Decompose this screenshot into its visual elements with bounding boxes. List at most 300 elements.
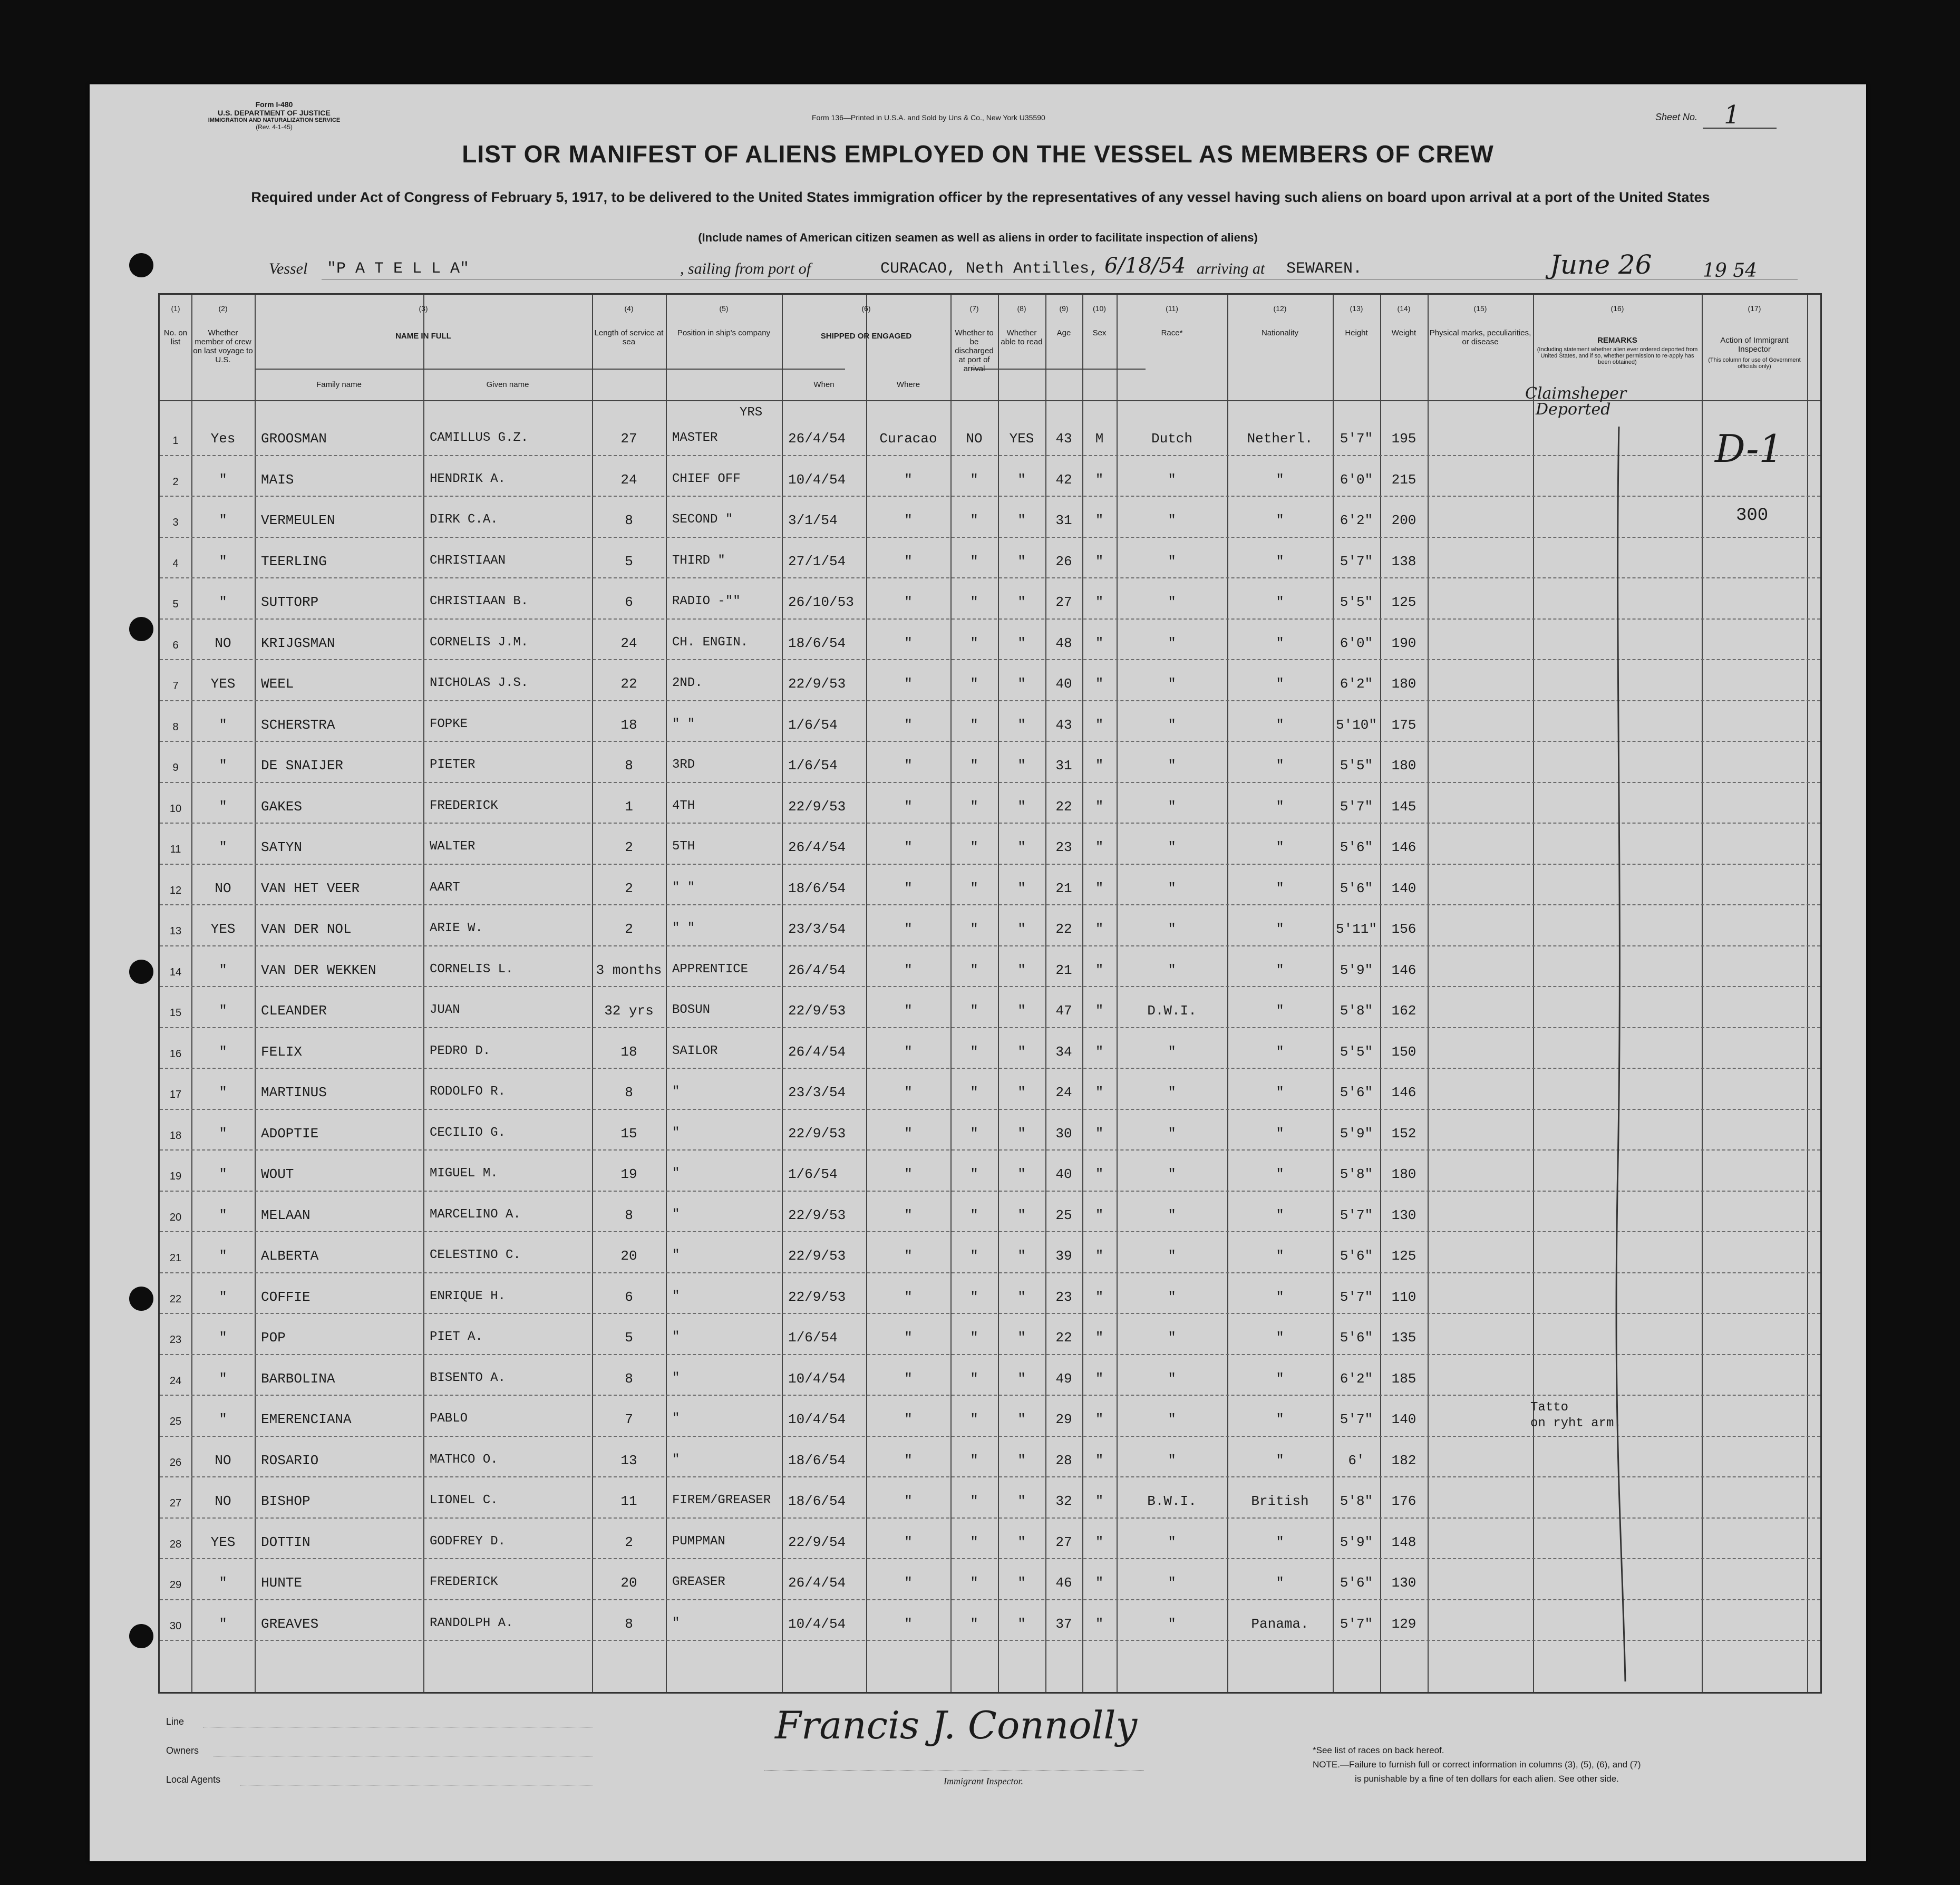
form-header-block — [195, 100, 353, 131]
cell-position: SECOND " — [672, 513, 733, 527]
cell-family: VAN HET VEER — [261, 880, 360, 896]
cell-service: 18 — [620, 1043, 637, 1060]
cell-when: 1/6/54 — [788, 1166, 838, 1182]
vessel-label: Vessel — [269, 260, 308, 277]
punch-hole — [129, 617, 153, 641]
cell-service: 11 — [620, 1493, 637, 1509]
page-note: (Include names of American citizen seamen as well as aliens in order to facilitate inspection of aliens) — [698, 231, 1258, 244]
cell-read: " — [1017, 839, 1026, 855]
cell-race: " — [1168, 1248, 1176, 1264]
cell-nat: " — [1276, 1043, 1284, 1060]
agents-label: Local Agents — [166, 1774, 221, 1785]
cell-when: 22/9/53 — [788, 798, 846, 815]
cell-where: " — [904, 1003, 913, 1019]
cell-where: " — [904, 717, 913, 733]
cell-given: DIRK C.A. — [430, 513, 498, 527]
cell-position: " — [672, 1166, 680, 1181]
cell-read: " — [1017, 962, 1026, 978]
cell-no: 20 — [169, 1211, 182, 1223]
cell-weight: 180 — [1391, 676, 1416, 692]
column-divider — [592, 295, 593, 1692]
cell-family: SCHERSTRA — [261, 717, 335, 733]
column-number: (17) — [1748, 304, 1761, 313]
remarks-pencil-line — [1609, 427, 1631, 1692]
cell-family: BISHOP — [261, 1493, 311, 1509]
cell-no: 8 — [172, 721, 179, 733]
cell-when: 22/9/53 — [788, 1003, 846, 1019]
cell-height: 6'2" — [1340, 1370, 1373, 1387]
cell-no: 22 — [169, 1293, 182, 1305]
cell-last: " — [219, 1207, 227, 1223]
cell-read: " — [1017, 1125, 1026, 1142]
cell-disch: " — [970, 880, 978, 896]
row-rule — [160, 577, 1820, 578]
cell-age: 28 — [1055, 1452, 1072, 1468]
cell-race: " — [1168, 594, 1176, 610]
cell-service: 5 — [625, 553, 633, 569]
row-rule — [160, 618, 1820, 620]
cell-disch: " — [970, 717, 978, 733]
cell-family: KRIJGSMAN — [261, 635, 335, 651]
cell-race: " — [1168, 1043, 1176, 1060]
cell-family: VAN DER NOL — [261, 921, 352, 937]
cell-race: " — [1168, 471, 1176, 488]
cell-last: NO — [215, 635, 231, 651]
cell-service: 8 — [625, 513, 633, 528]
cell-height: 5'7" — [1340, 1616, 1373, 1632]
cell-when: 18/6/54 — [788, 635, 846, 651]
cell-height: 5'6" — [1340, 1575, 1373, 1591]
cell-nat: " — [1276, 758, 1284, 774]
cell-service: 2 — [625, 839, 633, 855]
cell-given: MIGUEL M. — [430, 1166, 498, 1181]
inspector-action-3: 300 — [1736, 506, 1769, 526]
cell-sex: " — [1095, 1616, 1104, 1632]
cell-weight: 135 — [1391, 1330, 1416, 1346]
cell-last: YES — [210, 921, 236, 937]
port-to: SEWAREN. — [1286, 260, 1363, 278]
cell-given: CHRISTIAAN B. — [430, 594, 529, 608]
crew-table — [158, 293, 1822, 1694]
cell-sex: " — [1095, 1003, 1104, 1019]
column-divider — [666, 295, 667, 1692]
cell-height: 5'7" — [1340, 1412, 1373, 1427]
cell-sex: " — [1095, 1534, 1104, 1550]
row-rule — [160, 1149, 1820, 1151]
cell-race: " — [1168, 1452, 1176, 1468]
sub-header-c6b: Where — [896, 380, 920, 389]
cell-age: 29 — [1055, 1412, 1072, 1427]
cell-sex: " — [1095, 921, 1104, 937]
cell-position: " — [672, 1085, 680, 1099]
row-rule — [160, 1599, 1820, 1600]
cell-position: " — [672, 1452, 680, 1467]
fine-note-1: NOTE.—Failure to furnish full or correct information in columns (3), (5), (6), and (7) — [1313, 1760, 1641, 1770]
cell-when: 22/9/53 — [788, 1207, 846, 1223]
page-subtitle: Required under Act of Congress of February 5, 1917, to be delivered to the United States immigration officer by the representatives of any vessel having such aliens on board upon arrival at a port of the United States — [251, 189, 1710, 205]
cell-last: " — [219, 1289, 227, 1305]
cell-sex: " — [1095, 962, 1104, 978]
cell-read: " — [1017, 1003, 1026, 1019]
cell-read: " — [1017, 1248, 1026, 1264]
cell-sex: " — [1095, 676, 1104, 692]
column-number: (16) — [1610, 304, 1624, 313]
sheet-label: Sheet No. — [1655, 112, 1698, 122]
row-rule — [160, 1272, 1820, 1273]
cell-disch: " — [970, 1003, 978, 1019]
cell-disch: " — [970, 594, 978, 610]
cell-where: " — [904, 1085, 913, 1100]
cell-service: 8 — [625, 1085, 633, 1100]
cell-age: 37 — [1055, 1616, 1072, 1632]
tattoo-note-1: Tatto — [1530, 1400, 1569, 1415]
cell-height: 5'7" — [1340, 798, 1373, 815]
cell-last: " — [219, 1412, 227, 1427]
cell-service: 24 — [620, 471, 637, 488]
cell-where: Curacao — [879, 431, 937, 447]
cell-last: NO — [215, 880, 231, 896]
cell-nat: Panama. — [1251, 1616, 1309, 1632]
cell-read: " — [1017, 1575, 1026, 1591]
cell-last: " — [219, 962, 227, 978]
cell-given: MATHCO O. — [430, 1452, 498, 1467]
cell-height: 5'7" — [1340, 1289, 1373, 1305]
cell-position: " — [672, 1412, 680, 1426]
cell-when: 26/4/54 — [788, 431, 846, 447]
line-label: Line — [166, 1716, 185, 1727]
column-number: (8) — [1017, 304, 1026, 313]
cell-height: 5'6" — [1340, 880, 1373, 896]
cell-last: " — [219, 1043, 227, 1060]
cell-read: " — [1017, 1166, 1026, 1182]
cell-height: 5'5" — [1340, 758, 1373, 774]
cell-height: 6'2" — [1340, 676, 1373, 692]
cell-weight: 140 — [1391, 880, 1416, 896]
column-number: (4) — [624, 304, 634, 313]
cell-family: CLEANDER — [261, 1003, 327, 1019]
cell-family: SUTTORP — [261, 594, 319, 610]
cell-weight: 125 — [1391, 594, 1416, 610]
column-number: (9) — [1059, 304, 1069, 313]
cell-weight: 195 — [1391, 431, 1416, 447]
column-divider — [191, 295, 192, 1692]
cell-age: 48 — [1055, 635, 1072, 651]
cell-weight: 110 — [1391, 1289, 1416, 1305]
cell-family: POP — [261, 1330, 286, 1346]
cell-weight: 138 — [1391, 553, 1416, 569]
cell-no: 16 — [169, 1048, 182, 1060]
cell-race: " — [1168, 676, 1176, 692]
sub-header-c3b: Given name — [486, 380, 529, 389]
cell-disch: " — [970, 1166, 978, 1182]
cell-service: 13 — [620, 1452, 637, 1468]
cell-given: NICHOLAS J.S. — [430, 676, 529, 690]
column-number: (3) — [419, 304, 428, 313]
cell-race: B.W.I. — [1147, 1493, 1197, 1509]
cell-no: 2 — [172, 476, 179, 488]
cell-no: 29 — [169, 1579, 182, 1591]
column-header-c3: NAME IN FULL — [395, 332, 451, 341]
cell-read: " — [1017, 513, 1026, 528]
row-rule — [160, 1517, 1820, 1519]
cell-given: CORNELIS J.M. — [430, 635, 529, 650]
cell-no: 27 — [169, 1497, 182, 1509]
row-rule — [160, 741, 1820, 742]
cell-where: " — [904, 1412, 913, 1427]
cell-sex: " — [1095, 1248, 1104, 1264]
cell-given: CECILIO G. — [430, 1125, 506, 1140]
cell-no: 7 — [172, 680, 179, 692]
cell-nat: " — [1276, 1166, 1284, 1182]
cell-given: WALTER — [430, 839, 476, 854]
cell-where: " — [904, 1493, 913, 1509]
cell-service: 6 — [625, 594, 633, 610]
column-number: (12) — [1273, 304, 1287, 313]
cell-service: 22 — [620, 676, 637, 692]
cell-when: 18/6/54 — [788, 1452, 846, 1468]
column-number: (11) — [1166, 304, 1178, 313]
cell-where: " — [904, 1370, 913, 1387]
cell-sex: " — [1095, 717, 1104, 733]
row-rule — [160, 1436, 1820, 1437]
cell-last: " — [219, 1575, 227, 1591]
column-number: (14) — [1397, 304, 1411, 313]
cell-position: " — [672, 1289, 680, 1303]
cell-weight: 130 — [1391, 1207, 1416, 1223]
cell-when: 22/9/53 — [788, 676, 846, 692]
cell-given: BISENTO A. — [430, 1370, 506, 1385]
row-rule — [160, 1640, 1820, 1641]
cell-family: VAN DER WEKKEN — [261, 962, 376, 978]
cell-position: PUMPMAN — [672, 1534, 725, 1549]
cell-read: " — [1017, 758, 1026, 774]
cell-where: " — [904, 1207, 913, 1223]
cell-where: " — [904, 676, 913, 692]
cell-nat: " — [1276, 1534, 1284, 1550]
cell-position: " — [672, 1370, 680, 1385]
cell-family: ALBERTA — [261, 1248, 319, 1264]
cell-read: " — [1017, 594, 1026, 610]
cell-no: 6 — [172, 639, 179, 651]
column-divider — [1807, 295, 1808, 1692]
cell-no: 15 — [169, 1007, 182, 1019]
cell-last: " — [219, 1248, 227, 1264]
cell-when: 26/4/54 — [788, 1043, 846, 1060]
column-header-c7: Whether to be discharged at port of arrival — [955, 328, 994, 373]
cell-weight: 162 — [1391, 1003, 1416, 1019]
cell-sex: " — [1095, 513, 1104, 528]
cell-disch: " — [970, 1125, 978, 1142]
cell-nat: " — [1276, 1452, 1284, 1468]
cell-disch: " — [970, 1616, 978, 1632]
column-number: (2) — [218, 304, 228, 313]
cell-family: GAKES — [261, 798, 303, 815]
cell-position: " — [672, 1207, 680, 1222]
cell-race: " — [1168, 717, 1176, 733]
cell-height: 5'10" — [1335, 717, 1377, 733]
cell-race: " — [1168, 839, 1176, 855]
cell-where: " — [904, 1289, 913, 1305]
column-divider — [1333, 295, 1334, 1692]
cell-age: 34 — [1055, 1043, 1072, 1060]
cell-read: " — [1017, 1207, 1026, 1223]
cell-where: " — [904, 1616, 913, 1632]
column-divider — [1428, 295, 1429, 1692]
cell-last: YES — [210, 676, 236, 692]
cell-family: GREAVES — [261, 1616, 319, 1632]
cell-read: " — [1017, 717, 1026, 733]
cell-no: 5 — [172, 598, 179, 610]
cell-when: 10/4/54 — [788, 1412, 846, 1427]
cell-when: 26/4/54 — [788, 839, 846, 855]
cell-nat: " — [1276, 1248, 1284, 1264]
cell-read: " — [1017, 471, 1026, 488]
cell-nat: " — [1276, 717, 1284, 733]
row-rule — [160, 904, 1820, 905]
cell-position: APPRENTICE — [672, 962, 749, 977]
cell-where: " — [904, 1452, 913, 1468]
cell-given: LIONEL C. — [430, 1493, 498, 1507]
column-divider — [950, 295, 952, 1692]
revision: (Rev. 4-1-45) — [256, 123, 293, 131]
column-divider — [1227, 295, 1228, 1692]
cell-when: 26/10/53 — [788, 594, 854, 610]
cell-last: " — [219, 594, 227, 610]
cell-nat: " — [1276, 513, 1284, 528]
cell-where: " — [904, 1248, 913, 1264]
cell-weight: 130 — [1391, 1575, 1416, 1591]
cell-nat: " — [1276, 1575, 1284, 1591]
column-divider — [1533, 295, 1534, 1692]
cell-read: " — [1017, 880, 1026, 896]
cell-family: SATYN — [261, 839, 303, 855]
cell-last: " — [219, 553, 227, 569]
cell-weight: 180 — [1391, 1166, 1416, 1182]
cell-age: 24 — [1055, 1085, 1072, 1100]
cell-last: " — [219, 1125, 227, 1142]
cell-race: " — [1168, 921, 1176, 937]
cell-weight: 146 — [1391, 839, 1416, 855]
row-rule — [160, 1027, 1820, 1028]
cell-where: " — [904, 798, 913, 815]
cell-when: 23/3/54 — [788, 1085, 846, 1100]
owners-label: Owners — [166, 1745, 199, 1756]
cell-age: 26 — [1055, 553, 1072, 569]
cell-height: 5'6" — [1340, 1330, 1373, 1346]
cell-family: ADOPTIE — [261, 1125, 319, 1142]
cell-sex: " — [1095, 1575, 1104, 1591]
cell-no: 4 — [172, 557, 179, 569]
row-rule — [160, 1109, 1820, 1110]
cell-last: YES — [210, 1534, 236, 1550]
punch-hole — [129, 1624, 153, 1648]
cell-height: 5'9" — [1340, 1125, 1373, 1142]
cell-position: " " — [672, 921, 695, 935]
cell-nat: Netherl. — [1247, 431, 1313, 447]
cell-given: ARIE W. — [430, 921, 483, 935]
cell-height: 5'7" — [1340, 553, 1373, 569]
cell-family: VERMEULEN — [261, 513, 335, 528]
cell-nat: " — [1276, 1003, 1284, 1019]
cell-where: " — [904, 758, 913, 774]
cell-disch: " — [970, 1370, 978, 1387]
cell-given: PEDRO D. — [430, 1043, 491, 1058]
cell-height: 5'6" — [1340, 1085, 1373, 1100]
row-rule — [160, 1313, 1820, 1314]
cell-service: 8 — [625, 1370, 633, 1387]
cell-family: WOUT — [261, 1166, 294, 1182]
cell-age: 31 — [1055, 513, 1072, 528]
cell-nat: " — [1276, 553, 1284, 569]
column-divider — [423, 295, 424, 1692]
cell-where: " — [904, 471, 913, 488]
cell-race: " — [1168, 553, 1176, 569]
cell-service: 6 — [625, 1289, 633, 1305]
cell-no: 25 — [169, 1416, 182, 1427]
cell-where: " — [904, 635, 913, 651]
signature-text: Francis J. Connolly — [775, 1703, 1138, 1747]
cell-weight: 150 — [1391, 1043, 1416, 1060]
cell-weight: 176 — [1391, 1493, 1416, 1509]
row-rule — [160, 986, 1820, 987]
cell-nat: " — [1276, 1289, 1284, 1305]
cell-family: TEERLING — [261, 553, 327, 569]
cell-last: " — [219, 1616, 227, 1632]
cell-height: 5'9" — [1340, 962, 1373, 978]
column-header-c15: Physical marks, peculiarities, or disease — [1429, 328, 1531, 346]
cell-service: 8 — [625, 758, 633, 774]
sub-header-c3a: Family name — [316, 380, 362, 389]
cell-weight: 175 — [1391, 717, 1416, 733]
column-header-c12: Nationality — [1261, 328, 1299, 337]
column-divider — [998, 295, 999, 1692]
cell-given: CAMILLUS G.Z. — [430, 431, 529, 445]
cell-read: " — [1017, 553, 1026, 569]
cell-height: 5'5" — [1340, 594, 1373, 610]
cell-read: " — [1017, 1412, 1026, 1427]
cell-sex: " — [1095, 798, 1104, 815]
cell-position: CH. ENGIN. — [672, 635, 749, 650]
cell-service: 15 — [620, 1125, 637, 1142]
cell-given: ENRIQUE H. — [430, 1289, 506, 1303]
cell-nat: " — [1276, 962, 1284, 978]
cell-nat: " — [1276, 1207, 1284, 1223]
cell-where: " — [904, 513, 913, 528]
cell-read: " — [1017, 798, 1026, 815]
cell-disch: " — [970, 676, 978, 692]
cell-last: " — [219, 839, 227, 855]
cell-sex: " — [1095, 1207, 1104, 1223]
cell-where: " — [904, 962, 913, 978]
name-subheader-rule — [255, 369, 845, 370]
cell-race: Dutch — [1151, 431, 1192, 447]
column-header-c4: Length of service at sea — [594, 328, 664, 346]
column-header-c13: Height — [1345, 328, 1368, 337]
cell-last: " — [219, 471, 227, 488]
cell-sex: M — [1095, 431, 1104, 447]
cell-last: " — [219, 1370, 227, 1387]
cell-given: FREDERICK — [430, 798, 498, 813]
column-header-c14: Weight — [1391, 328, 1416, 337]
inspector-action-1: D-1 — [1715, 427, 1783, 471]
cell-when: 26/4/54 — [788, 1575, 846, 1591]
cell-nat: " — [1276, 1125, 1284, 1142]
cell-when: 10/4/54 — [788, 471, 846, 488]
cell-where: " — [904, 553, 913, 569]
cell-no: 21 — [169, 1252, 182, 1264]
sub-header-c6a: When — [813, 380, 835, 389]
cell-no: 28 — [169, 1538, 182, 1550]
